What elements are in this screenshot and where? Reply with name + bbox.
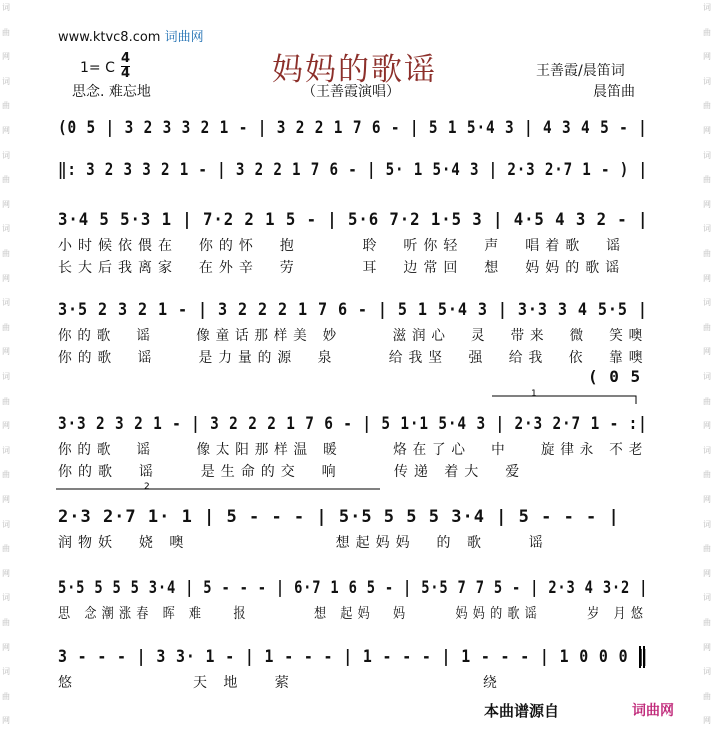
watermark-glyph: 网: [2, 716, 10, 726]
pickup-notes: ( 0 5: [588, 367, 642, 386]
volta-2-label: 2: [144, 482, 150, 492]
watermark-glyph: 网: [703, 347, 711, 357]
watermark-glyph: 网: [703, 642, 711, 652]
watermark-glyph: 网: [2, 273, 10, 283]
notation-row: 3 - - - | 3 3· 1 - | 1 - - - | 1 - - - | 1 - - - | 1 0 0 0 ‖: [58, 647, 648, 667]
watermark-glyph: 曲: [703, 175, 711, 185]
watermark-glyph: 词: [703, 298, 711, 308]
watermark-glyph: 网: [2, 126, 10, 135]
watermark-glyph: 词: [703, 445, 711, 455]
watermark-glyph: 词: [2, 667, 10, 677]
watermark-glyph: 词: [2, 445, 10, 455]
lyric-line: 小时候依偎在 你的怀 抱 聆 听你轻 声 唱着歌 谣: [58, 238, 627, 254]
watermark-glyph: 曲: [2, 544, 10, 554]
watermark-glyph: 词: [2, 224, 10, 234]
lyric-line: 你的歌 谣 像童话那样美 妙 滋润心 灵 带来 微 笑噢: [58, 328, 649, 344]
notation-row: 3·3 2 3 2 1 - | 3 2 2 2 1 7 6 - | 5 1·1 5·4 3 | 2·3 2·7 1 - :|: [58, 414, 648, 434]
watermark-glyph: 词: [703, 372, 711, 381]
watermark-glyph: 网: [2, 568, 10, 578]
time-sig-top: 4: [121, 51, 131, 66]
watermark-glyph: 曲: [2, 470, 10, 480]
site-url-text: www.ktvc8.com: [58, 30, 161, 45]
watermark-glyph: 网: [2, 199, 10, 209]
lyric-line: 你的歌 谣 是生命的交 响 传递 着大 爱: [58, 464, 526, 480]
final-double-bar: [640, 646, 644, 668]
watermark-glyph: 词: [703, 519, 711, 529]
watermark-glyph: 曲: [2, 101, 10, 111]
watermark-glyph: 网: [703, 421, 711, 431]
singer-note: （王善霞演唱）: [302, 84, 400, 100]
composer-credit: 晨笛曲: [593, 84, 635, 100]
watermark-glyph: 曲: [703, 470, 711, 480]
watermark-glyph: 词: [2, 519, 10, 529]
watermark-glyph: 网: [2, 421, 10, 431]
notation-row: 5·5 5 5 5 3·4 | 5 - - - | 6·7 1 6 5 - | 5·5 7 7 5 - | 2·3 4 3·2 |: [58, 578, 648, 598]
watermark-glyph: 词: [2, 3, 10, 12]
watermark-glyph: 词: [703, 593, 711, 603]
watermark-glyph: 曲: [703, 691, 711, 701]
key-signature: 1= C: [80, 60, 115, 76]
notation-row: 3·5 2 3 2 1 - | 3 2 2 2 1 7 6 - | 5 1 5·4 3 | 3·3 3 4 5·5 |: [58, 300, 648, 320]
volta-1-label: 1: [531, 389, 537, 399]
watermark-glyph: 曲: [703, 249, 711, 258]
watermark-glyph: 曲: [703, 396, 711, 406]
lyric-line: 长大后我离家 在外辛 劳 耳 边常回 想 妈妈的歌谣: [58, 260, 626, 276]
watermark-glyph: 词: [2, 298, 10, 308]
notation-row: 2·3 2·7 1· 1 | 5 - - - | 5·5 5 5 5 3·4 | 5 - - - |: [58, 507, 620, 527]
watermark-glyph: 网: [2, 52, 10, 62]
watermark-glyph: 网: [2, 642, 10, 652]
notation-row: 3·4 5 5·3 1 | 7·2 2 1 5 - | 5·6 7·2 1·5 3 | 4·5 4 3 2 - |: [58, 210, 648, 230]
time-sig-bottom: 4: [121, 66, 131, 81]
watermark-glyph: 曲: [703, 544, 711, 554]
watermark-glyph: 曲: [2, 249, 10, 258]
watermark-glyph: 网: [703, 568, 711, 578]
watermark-glyph: 曲: [2, 618, 10, 627]
lyric-line: 润物妖 娆 噢 想起妈妈 的 歌 谣: [58, 535, 549, 551]
watermark-glyph: 曲: [703, 27, 711, 37]
watermark-glyph: 词: [703, 3, 711, 12]
watermark-glyph: 网: [2, 347, 10, 357]
watermark-glyph: 词: [703, 150, 711, 160]
watermark-glyph: 词: [2, 150, 10, 160]
watermark-glyph: 词: [703, 224, 711, 234]
lyricist-credit: 王善霞/晨笛词: [536, 63, 625, 79]
watermark-glyph: 曲: [2, 322, 10, 332]
watermark-glyph: 网: [703, 52, 711, 62]
lyric-line: 你的歌 谣 像太阳那样温 暖 烙在了心 中 旋律永 不老: [58, 442, 649, 458]
watermark-glyph: 网: [2, 495, 10, 504]
watermark-glyph: 网: [703, 126, 711, 135]
watermark-glyph: 网: [703, 716, 711, 726]
watermark-glyph: 词: [2, 593, 10, 603]
watermark-glyph: 曲: [703, 322, 711, 332]
watermark-glyph: 词: [2, 372, 10, 381]
watermark-glyph: 词: [703, 76, 711, 86]
lyric-line: 你的歌 谣 是力量的源 泉 给我坚 强 给我 依 靠噢: [58, 350, 649, 366]
watermark-glyph: 网: [703, 273, 711, 283]
volta-1-bracket: [492, 396, 636, 404]
watermark-glyph: 词: [703, 667, 711, 677]
watermark-glyph: 曲: [2, 691, 10, 701]
source-label: 本曲谱源自: [484, 702, 560, 720]
notation-row: ‖: 3 2 3 3 2 1 - | 3 2 2 1 7 6 - | 5· 1 5·4 3 | 2·3 2·7 1 - ) |: [58, 160, 648, 180]
watermark-glyph: 网: [703, 199, 711, 209]
watermark-glyph: 词: [2, 76, 10, 86]
notation-row: (0 5 | 3 2 3 3 2 1 - | 3 2 2 1 7 6 - | 5 1 5·4 3 | 4 3 4 5 - |: [58, 118, 648, 138]
watermark-glyph: 曲: [703, 618, 711, 627]
watermark-glyph: 曲: [2, 396, 10, 406]
mood-marking: 思念. 难忘地: [72, 84, 151, 100]
watermark-glyph: 曲: [703, 101, 711, 111]
lyric-line: 思 念潮涨春 晖 难 报 想 起妈 妈 妈妈的歌谣 岁 月悠: [58, 606, 649, 622]
watermark-glyph: 曲: [2, 175, 10, 185]
watermark-glyph: 网: [703, 495, 711, 504]
watermark-glyph: 曲: [2, 27, 10, 37]
lyric-line: 悠 天 地 萦 绕: [58, 675, 503, 691]
site-url-cn: 词曲网: [164, 30, 204, 45]
song-title: 妈妈的歌谣: [272, 52, 437, 88]
footer-logo[interactable]: 词曲网: [632, 703, 674, 719]
